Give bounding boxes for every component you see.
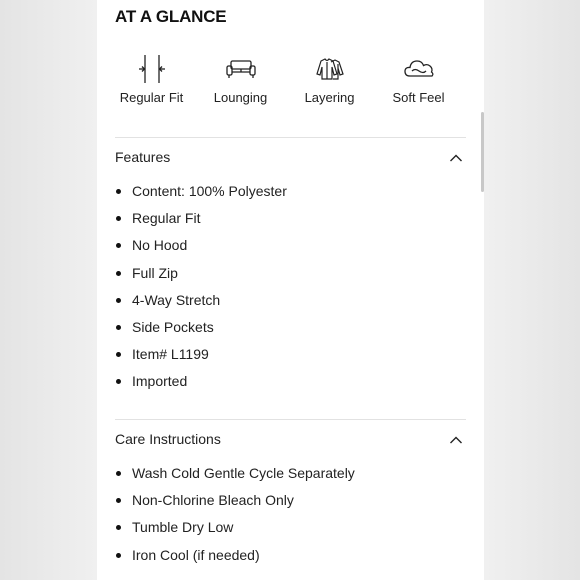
- list-item: 4-Way Stretch: [115, 291, 455, 318]
- features-list: [115, 182, 455, 400]
- glance-label-lounging: Lounging: [213, 90, 268, 105]
- page-background-left: [0, 0, 97, 580]
- features-title: Features: [115, 149, 171, 165]
- list-item: Regular Fit: [115, 209, 455, 236]
- list-item: Iron Cool (if needed): [115, 546, 455, 573]
- care-instructions-accordion-header[interactable]: [115, 431, 466, 455]
- care-instructions-title: Care Instructions: [115, 431, 221, 447]
- chevron-up-icon: [449, 153, 463, 163]
- glance-item-lounging: [196, 52, 285, 105]
- cloud-icon: [403, 52, 435, 86]
- list-item: Tumble Dry Low: [115, 518, 455, 545]
- product-details-panel: [97, 0, 484, 580]
- divider: [115, 137, 466, 138]
- list-item: Full Zip: [115, 264, 455, 291]
- glance-label-regular-fit: Regular Fit: [119, 90, 184, 105]
- sofa-icon: [225, 52, 257, 86]
- list-item: Wash Cold Gentle Cycle Separately: [115, 464, 455, 491]
- list-item: Imported: [115, 372, 455, 399]
- glance-item-regular-fit: [107, 52, 196, 105]
- glance-label-layering: Layering: [304, 90, 355, 105]
- list-item: Non-Chlorine Bleach Only: [115, 491, 455, 518]
- list-item: No Hood: [115, 236, 455, 263]
- care-instructions-list: [115, 464, 455, 573]
- divider: [115, 419, 466, 420]
- glance-item-soft-feel: [374, 52, 463, 105]
- glance-label-soft-feel: Soft Feel: [392, 90, 445, 105]
- list-item: Side Pockets: [115, 318, 455, 345]
- features-accordion-header[interactable]: [115, 149, 466, 173]
- glance-item-layering: [285, 52, 374, 105]
- scrollbar[interactable]: [481, 112, 484, 192]
- at-a-glance-icons: [107, 52, 463, 105]
- jacket-icon: [314, 52, 346, 86]
- list-item: Item# L1199: [115, 345, 455, 372]
- at-a-glance-title: AT A GLANCE: [115, 7, 227, 26]
- page-background-right: [484, 0, 580, 580]
- list-item: Content: 100% Polyester: [115, 182, 455, 209]
- regular-fit-icon: [137, 52, 167, 86]
- chevron-up-icon: [449, 435, 463, 445]
